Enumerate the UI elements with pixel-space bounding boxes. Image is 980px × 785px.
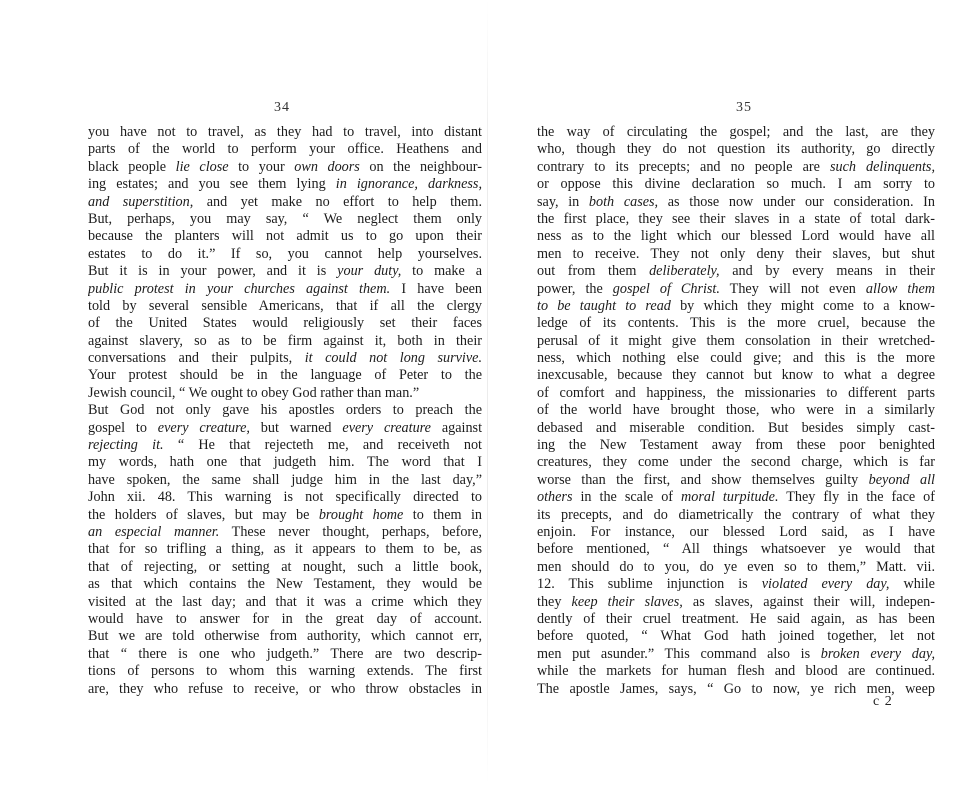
page-number-right: 35	[736, 100, 752, 115]
text-run: would have to answer for in the great day of account.	[88, 610, 482, 627]
text-line	[537, 350, 935, 367]
text-run: debased and miserable condition. But besides simply cast-	[537, 419, 935, 436]
text-run: These never thought, perhaps, before,	[219, 523, 482, 540]
text-run: the holders of slaves, but may be	[88, 506, 319, 523]
text-line	[537, 367, 935, 384]
text-run: conversations and their pulpits,	[88, 350, 305, 367]
text-line	[88, 385, 482, 402]
text-run: ness, which nothing else could give; and this is the more	[537, 350, 935, 367]
text-run: gospel to	[88, 419, 158, 436]
text-line	[88, 454, 482, 471]
text-line	[537, 141, 935, 158]
italic-text-run: broken every day,	[820, 645, 935, 662]
signature-mark: c 2	[873, 694, 893, 709]
text-run: that of rejecting, or setting at nought, such a little book,	[88, 558, 482, 575]
italic-text-run: an especial manner.	[88, 523, 220, 540]
text-line	[88, 663, 482, 680]
text-run: who, though they do not question its authority, go directly	[537, 141, 935, 158]
italic-text-run: every creature,	[157, 419, 250, 436]
text-run: while	[889, 576, 935, 593]
text-line	[88, 333, 482, 350]
text-line	[88, 246, 482, 263]
text-run: out from them	[537, 263, 650, 280]
italic-text-run: in ignorance, darkness,	[335, 176, 482, 193]
text-run: because the planters will not admit us to go upon their	[88, 228, 482, 245]
italic-text-run: gospel of Christ.	[612, 280, 720, 297]
text-run: I have been	[390, 280, 482, 297]
text-run: against	[430, 419, 482, 436]
text-line	[88, 228, 482, 245]
text-run: you have not to travel, as they had to travel, into distant	[88, 124, 482, 140]
text-run: Your protest should be in the language of Peter to the	[88, 367, 482, 384]
italic-text-run: public protest in your churches against them.	[88, 280, 391, 297]
text-line	[88, 159, 482, 176]
text-run: to your	[228, 158, 295, 175]
italic-text-run: such delinquents,	[830, 158, 935, 175]
text-line	[537, 124, 935, 141]
text-run: “ He that rejecteth me, and receiveth not	[163, 437, 482, 454]
text-line	[88, 281, 482, 298]
text-run: while the markets for human flesh and blood are continued.	[537, 663, 935, 680]
text-run: as those now under our consideration. In	[658, 193, 935, 210]
text-line	[537, 628, 935, 645]
text-run: inexcusable, because they cannot but know to what a degree	[537, 367, 935, 384]
text-run: told by several sensible Americans, that if all the clergy	[88, 297, 482, 314]
text-line	[537, 576, 935, 593]
italic-text-run: beyond all	[868, 471, 935, 488]
text-line	[537, 194, 935, 211]
text-line	[537, 246, 935, 263]
text-line	[88, 559, 482, 576]
italic-text-run: rejecting it.	[88, 437, 164, 454]
text-run: visited at the last day; and that it was a crime which they	[88, 593, 482, 610]
italic-text-run: own doors	[294, 158, 360, 175]
text-line	[88, 576, 482, 593]
text-run: the way of circulating the gospel; and the last, are they	[537, 124, 935, 140]
text-run: ing estates; and you see them lying	[88, 176, 336, 193]
text-line	[88, 541, 482, 558]
italic-text-run: violated every day,	[761, 576, 890, 593]
text-run: its precepts, and do diametrically the contrary of what they	[537, 506, 935, 523]
text-line	[88, 176, 482, 193]
italic-text-run: deliberately,	[649, 263, 720, 280]
italic-text-run: both cases,	[588, 193, 659, 210]
italic-text-run: others	[537, 489, 573, 506]
text-line	[537, 263, 935, 280]
text-line	[537, 385, 935, 402]
text-line	[88, 437, 482, 454]
italic-text-run: brought home	[318, 506, 404, 523]
text-run: They fly in the face of	[778, 489, 935, 506]
right-page-text	[537, 124, 935, 698]
text-run: of the world have brought those, who were in a similarly	[537, 402, 935, 419]
text-line	[88, 402, 482, 419]
text-line	[88, 194, 482, 211]
text-line	[537, 541, 935, 558]
text-line	[88, 646, 482, 663]
text-line	[88, 507, 482, 524]
text-run: They will not even	[719, 280, 866, 297]
italic-text-run: keep their slaves,	[571, 593, 683, 610]
text-run: but warned	[249, 419, 343, 436]
text-run: are, they who refuse to receive, or who throw obstacles in	[88, 680, 482, 697]
text-line	[537, 663, 935, 680]
text-run: and yet make no effort to help them.	[193, 193, 482, 210]
text-run: dently of their cruel treatment. He said again, as has been	[537, 610, 935, 627]
text-run: men to receive. They not only deny their slaves, but shut	[537, 245, 935, 262]
text-run: parts of the world to perform your office. Heathens and	[88, 141, 482, 158]
text-run: of comfort and happiness, the missionaries to different parts	[537, 384, 935, 401]
italic-text-run: moral turpitude.	[681, 489, 779, 506]
text-run: men should do to you, do ye even so to them,” Matt. vii.	[537, 558, 935, 575]
text-line	[537, 524, 935, 541]
text-run: before mentioned, “ All things whatsoever ye would that	[537, 541, 935, 558]
text-line	[537, 420, 935, 437]
text-run: John xii. 48. This warning is not specifically directed to	[88, 489, 482, 506]
text-run: the first place, they see their slaves in a state of total dark-	[537, 210, 935, 227]
text-run: as slaves, against their will, indepen-	[682, 593, 935, 610]
text-line	[88, 489, 482, 506]
text-run: perusal of it might give them consolation in their wretched-	[537, 332, 935, 349]
text-line	[88, 472, 482, 489]
text-run: But God not only gave his apostles orders to preach the	[88, 402, 482, 419]
text-line	[88, 611, 482, 628]
text-run: in the scale of	[572, 489, 682, 506]
text-run: men put asunder.” This command also is	[537, 645, 821, 662]
text-run: of the United States would religiously set their faces	[88, 315, 482, 332]
text-line	[88, 681, 482, 698]
text-line	[537, 176, 935, 193]
text-run: creatures, they come under the second charge, which is far	[537, 454, 935, 471]
text-run: to make a	[401, 263, 482, 280]
text-run: worse than the first, and show themselves guilty	[537, 471, 869, 488]
text-run: ing the New Testament away from these poor benighted	[537, 437, 935, 454]
text-line	[88, 315, 482, 332]
italic-text-run: lie close	[175, 158, 229, 175]
text-line	[537, 333, 935, 350]
text-run: enjoin. For instance, our blessed Lord said, as I have	[537, 523, 935, 540]
text-line	[537, 472, 935, 489]
text-line	[88, 263, 482, 280]
text-line	[88, 524, 482, 541]
text-run: on the neighbour-	[359, 158, 482, 175]
text-run: or oppose this divine declaration so much. I am sorry to	[537, 176, 935, 193]
italic-text-run: your duty,	[337, 263, 402, 280]
page-number-left: 34	[274, 100, 290, 115]
text-line	[537, 611, 935, 628]
text-run: say, in	[537, 193, 589, 210]
text-run: have spoken, the same shall judge him in the last day,”	[88, 471, 482, 488]
text-line	[537, 228, 935, 245]
text-run: they	[537, 593, 572, 610]
text-line	[537, 211, 935, 228]
text-line	[537, 298, 935, 315]
text-line	[537, 489, 935, 506]
text-run: black people	[88, 158, 176, 175]
text-line	[88, 594, 482, 611]
text-line	[537, 315, 935, 332]
text-line	[88, 420, 482, 437]
text-line	[88, 141, 482, 158]
text-run: my words, hath one that judgeth him. The word that I	[88, 454, 482, 471]
text-run: that “ there is one who judgeth.” There are two descrip-	[88, 645, 482, 662]
text-run: tions of persons to whom this warning extends. The first	[88, 663, 482, 680]
text-run: to them in	[403, 506, 482, 523]
italic-text-run: to be taught to read	[537, 297, 671, 314]
text-run: 12. This sublime injunction is	[537, 576, 762, 593]
text-run: as that which contains the New Testament, they would be	[88, 576, 482, 593]
text-line	[88, 367, 482, 384]
italic-text-run: allow them	[865, 280, 935, 297]
text-line	[537, 559, 935, 576]
right-page	[490, 0, 980, 785]
text-line	[88, 628, 482, 645]
text-line	[88, 124, 482, 141]
text-run: But we are told otherwise from authority, which cannot err,	[88, 628, 482, 645]
italic-text-run: every creature	[342, 419, 431, 436]
text-run: ness as to the light which our blessed Lord would have all	[537, 228, 935, 245]
text-line	[537, 646, 935, 663]
text-line	[537, 507, 935, 524]
text-line	[88, 350, 482, 367]
text-run: that for so trifling a thing, as it appears to them to be, as	[88, 541, 482, 558]
text-run: ledge of its contents. This is the more cruel, because the	[537, 315, 935, 332]
text-line	[537, 454, 935, 471]
text-line	[88, 298, 482, 315]
text-run: contrary to its precepts; and no people are	[537, 158, 830, 175]
text-run: estates to do it.” If so, you cannot help yourselves.	[88, 245, 482, 262]
text-line	[537, 437, 935, 454]
text-run: But it is in your power, and it is	[88, 263, 338, 280]
text-line	[88, 211, 482, 228]
text-run: and by every means in their	[719, 263, 935, 280]
text-line	[537, 402, 935, 419]
italic-text-run: and superstition,	[88, 193, 194, 210]
text-run: The apostle James, says, “ Go to now, ye rich men, weep	[537, 680, 935, 697]
italic-text-run: it could not long survive.	[304, 350, 482, 367]
text-run: against slavery, so as to be firm against it, both in their	[88, 332, 482, 349]
text-run: before quoted, “ What God hath joined together, let not	[537, 628, 935, 645]
left-page-text	[88, 124, 482, 698]
text-run: by which they might come to a know-	[670, 297, 935, 314]
text-line	[537, 159, 935, 176]
text-line	[537, 594, 935, 611]
book-gutter	[487, 0, 488, 785]
text-line	[537, 281, 935, 298]
text-run: power, the	[537, 280, 613, 297]
text-run: But, perhaps, you may say, “ We neglect them only	[88, 210, 482, 227]
text-run: Jewish council, “ We ought to obey God rather than man.”	[88, 384, 420, 401]
